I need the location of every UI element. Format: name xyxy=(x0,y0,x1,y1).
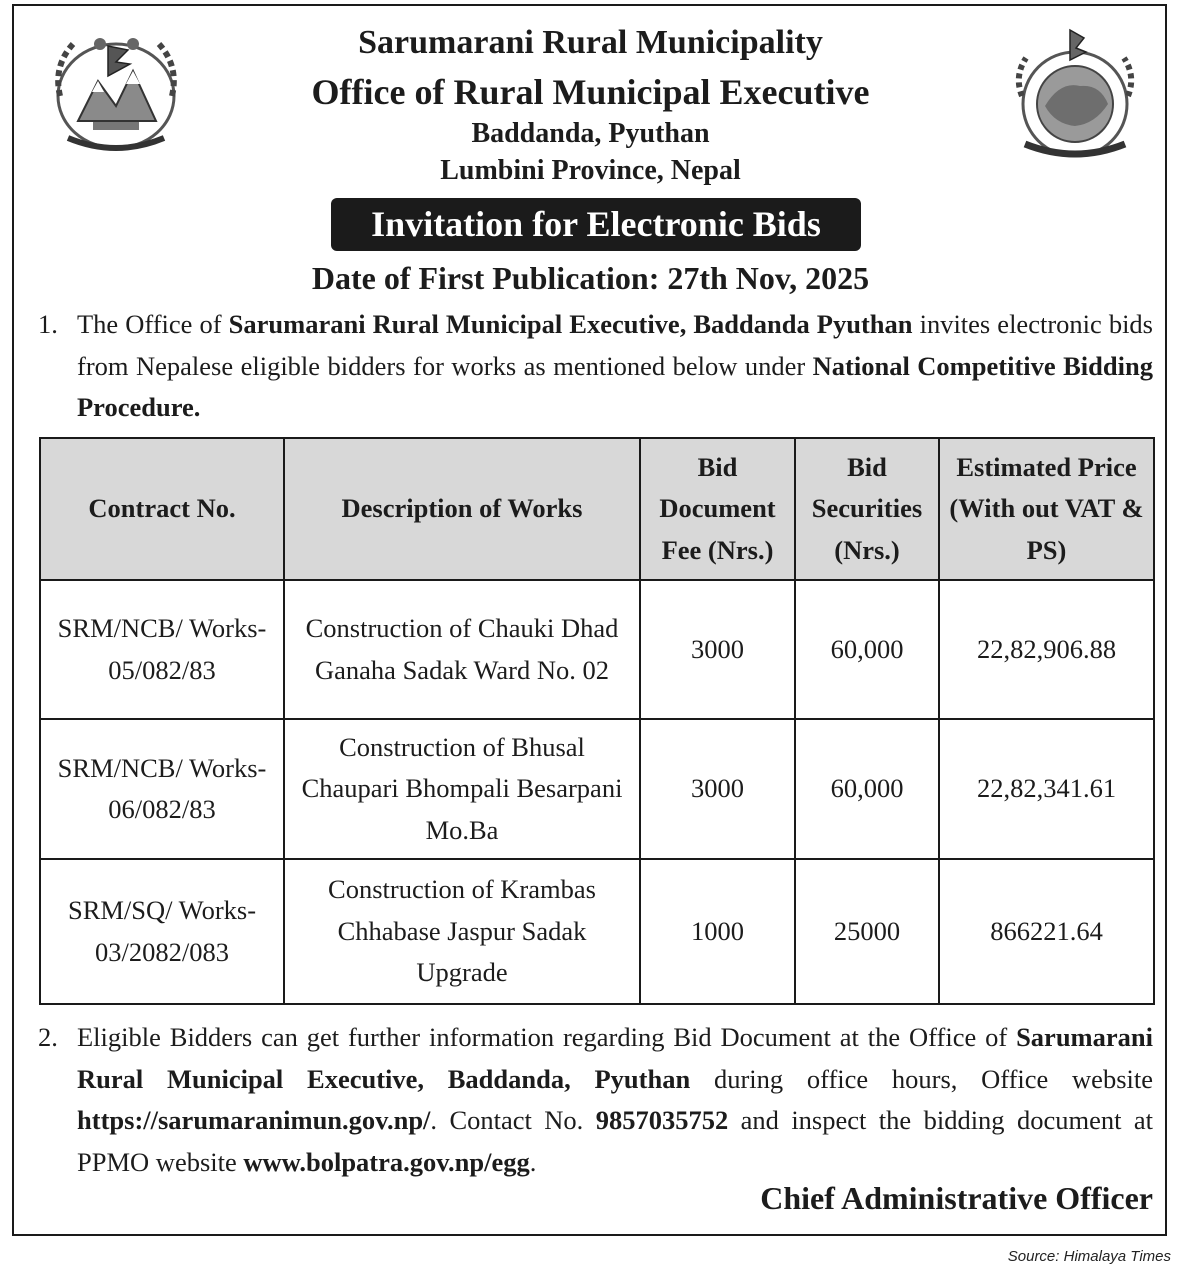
header-contract-no: Contract No. xyxy=(40,438,284,580)
paragraph-1: The Office of Sarumarani Rural Municipal Executive, Baddanda Pyuthan invites electronic bids from Nepalese eligible bidders for works as mentioned below under National Competitive Bidding Procedure. xyxy=(77,309,1153,422)
contract-no-cell: SRM/NCB/ Works-06/082/83 xyxy=(40,719,284,859)
header-bid-fee: Bid Document Fee (Nrs.) xyxy=(640,438,795,580)
office-website-link: https://sarumaranimun.gov.np/ xyxy=(77,1105,431,1135)
table-header-row xyxy=(40,438,1154,580)
source-credit: Source: Himalaya Times xyxy=(1007,1248,1171,1265)
bids-table xyxy=(39,437,1155,1005)
price-cell: 22,82,341.61 xyxy=(939,719,1154,859)
header-bid-securities: Bid Securities (Nrs.) xyxy=(795,438,939,580)
signoff: Chief Administrative Officer xyxy=(760,1180,1153,1216)
contract-no-cell: SRM/NCB/ Works-05/082/83 xyxy=(40,580,284,719)
table-row xyxy=(40,719,1154,859)
paragraph-1-number: 1. xyxy=(38,309,58,339)
description-cell: Construction of Chauki Dhad Ganaha Sadak Ward No. 02 xyxy=(284,580,640,719)
security-cell: 60,000 xyxy=(795,719,939,859)
notice-title: Invitation for Electronic Bids xyxy=(331,198,861,251)
header-description: Description of Works xyxy=(284,438,640,580)
description-cell: Construction of Krambas Chhabase Jaspur Sadak Upgrade xyxy=(284,859,640,1004)
price-cell: 22,82,906.88 xyxy=(939,580,1154,719)
contract-no-cell: SRM/SQ/ Works-03/2082/083 xyxy=(40,859,284,1004)
office-location: Baddanda, Pyuthan xyxy=(471,118,710,149)
paragraph-2-number: 2. xyxy=(38,1022,58,1052)
contact-number: 9857035752 xyxy=(595,1105,729,1135)
fee-cell: 1000 xyxy=(640,859,795,1004)
description-cell: Construction of Bhusal Chaupari Bhompali Besarpani Mo.Ba xyxy=(284,719,640,859)
header-estimated-price: Estimated Price (With out VAT & PS) xyxy=(939,438,1154,580)
ppmo-website-link: www.bolpatra.gov.np/egg xyxy=(243,1146,530,1177)
fee-cell: 3000 xyxy=(640,719,795,859)
security-cell: 60,000 xyxy=(795,580,939,719)
security-cell: 25000 xyxy=(795,859,939,1004)
table-row xyxy=(40,580,1154,719)
publication-date: Date of First Publication: 27th Nov, 2025 xyxy=(311,260,870,296)
paragraph-2: Eligible Bidders can get further information regarding Bid Document at the Office of Sarumarani Rural Municipal Executive, Baddanda, Pyuthan during office hours, Office website https://sarumaranimun.gov.np/. Contact No. 9857035752 and inspect the bidding document at PPMO website www.bolpatra.gov.np/egg. xyxy=(77,1022,1154,1177)
municipality-name: Sarumarani Rural Municipality xyxy=(358,24,823,61)
price-cell: 866221.64 xyxy=(939,859,1154,1004)
office-province: Lumbini Province, Nepal xyxy=(440,155,741,186)
office-name: Office of Rural Municipal Executive xyxy=(311,72,870,112)
fee-cell: 3000 xyxy=(640,580,795,719)
table-row xyxy=(40,859,1154,1004)
